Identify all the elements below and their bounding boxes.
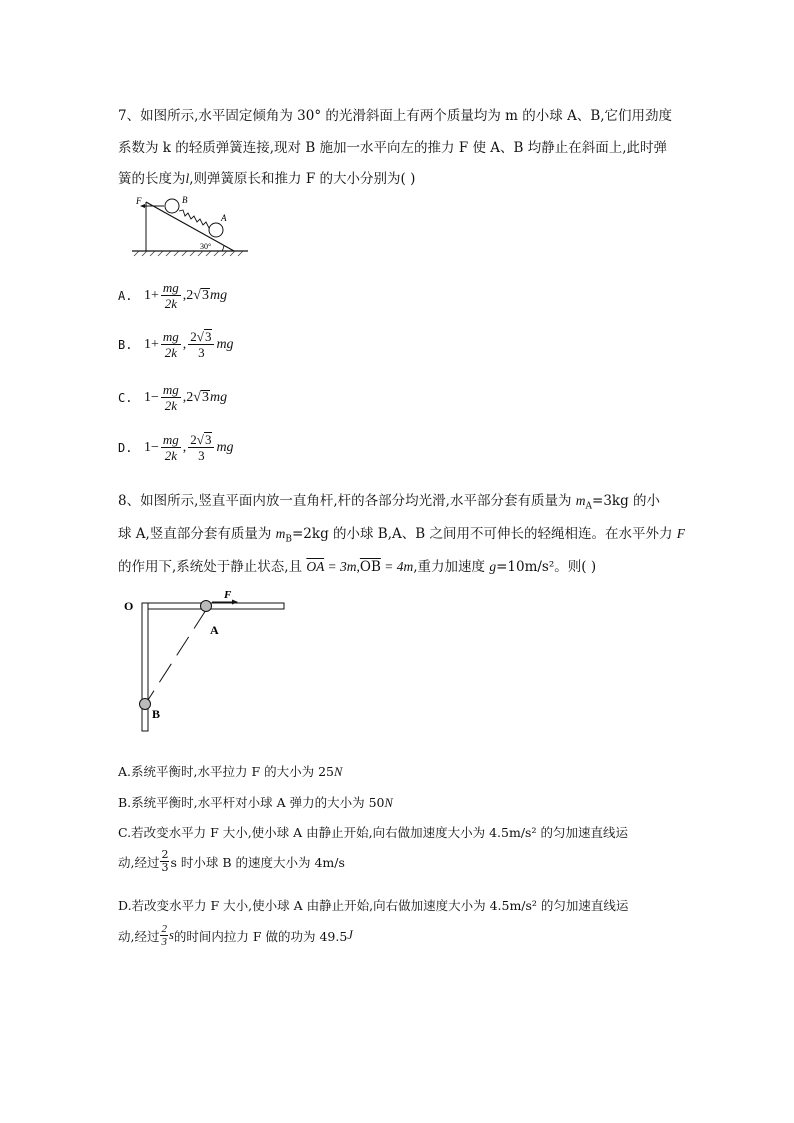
ball-a-label: A bbox=[221, 213, 227, 223]
q7-stem-line-3: 簧的长度为l,则弹簧原长和推力 F 的大小分别为( ) bbox=[118, 171, 416, 187]
q8-stem-line-3: 的作用下,系统处于静止状态,且 $\overline{OA} = 3m,\overline{OB} = 4m$,重力加速度 g=10m/s²。则( ) bbox=[118, 559, 597, 575]
q7-option-a[interactable]: A. 1+ $\frac{mg}{2k}$ , 2 √ 3 mg bbox=[118, 280, 228, 311]
q8-option-d-line-1[interactable]: D.若改变水平力 F 大小,使小球 A 由静止开始,向右做加速度大小为 4.5m/s² 的匀加速直线运 bbox=[118, 898, 629, 913]
ball-b-label: B bbox=[182, 195, 188, 205]
q7-stem-line-1: 7、如图所示,水平固定倾角为 30° 的光滑斜面上有两个质量均为 m 的小球 A、B,它们用劲度 bbox=[118, 108, 673, 124]
q8-option-a[interactable]: A.系统平衡时,水平拉力 F 的大小为 25N bbox=[118, 764, 343, 779]
origin-label: O bbox=[124, 599, 134, 613]
q7-stem-line-2: 系数为 k 的轻质弹簧连接,现对 B 施加一水平向左的推力 F 使 A、B 均静止在斜面上,此时弹 bbox=[118, 140, 668, 156]
q8-option-b[interactable]: B.系统平衡时,水平杆对小球 A 弹力的大小为 50N bbox=[118, 795, 393, 810]
q7-option-c[interactable]: C. 1− $\frac{mg}{2k}$ , 2 √ 3 mg bbox=[118, 382, 228, 413]
force-label: F bbox=[224, 589, 232, 601]
q8-option-d-line-2: 动,经过 $\frac{2}{3}$ s 的时间内拉力 F 做的功为 49.5 J bbox=[118, 923, 353, 948]
ball-b-label: B bbox=[152, 707, 161, 721]
q8-rod-figure bbox=[118, 588, 293, 733]
q7-option-b[interactable]: B. 1+ $\frac{mg}{2k}$ , 2 √ 3 3 mg bbox=[118, 329, 234, 360]
q7-incline-figure bbox=[130, 194, 250, 262]
q8-stem-line-2: 球 A,竖直部分套有质量为 $m_B=2kg$ 的小球 B,A、B 之间用不可伸长的轻绳相连。在水平外力 F bbox=[118, 526, 686, 545]
q7-option-d[interactable]: D. 1− $\frac{mg}{2k}$ , 2 √ 3 3 mg bbox=[118, 432, 234, 463]
angle-label: 30° bbox=[200, 242, 212, 251]
q8-option-c-line-1[interactable]: C.若改变水平力 F 大小,使小球 A 由静止开始,向右做加速度大小为 4.5m/s² 的匀加速直线运 bbox=[118, 825, 628, 840]
force-label: F bbox=[136, 196, 142, 206]
ball-a-label: A bbox=[210, 623, 219, 637]
q8-option-c-line-2: 动,经过 $\frac{2}{3}$ s 时小球 B 的速度大小为 4m/s bbox=[118, 848, 345, 874]
q8-stem-line-1: 8、如图所示,竖直平面内放一直角杆,杆的各部分均光滑,水平部分套有质量为 $m_A=3kg$ 的小 bbox=[118, 493, 661, 512]
length-symbol: l bbox=[185, 171, 190, 186]
